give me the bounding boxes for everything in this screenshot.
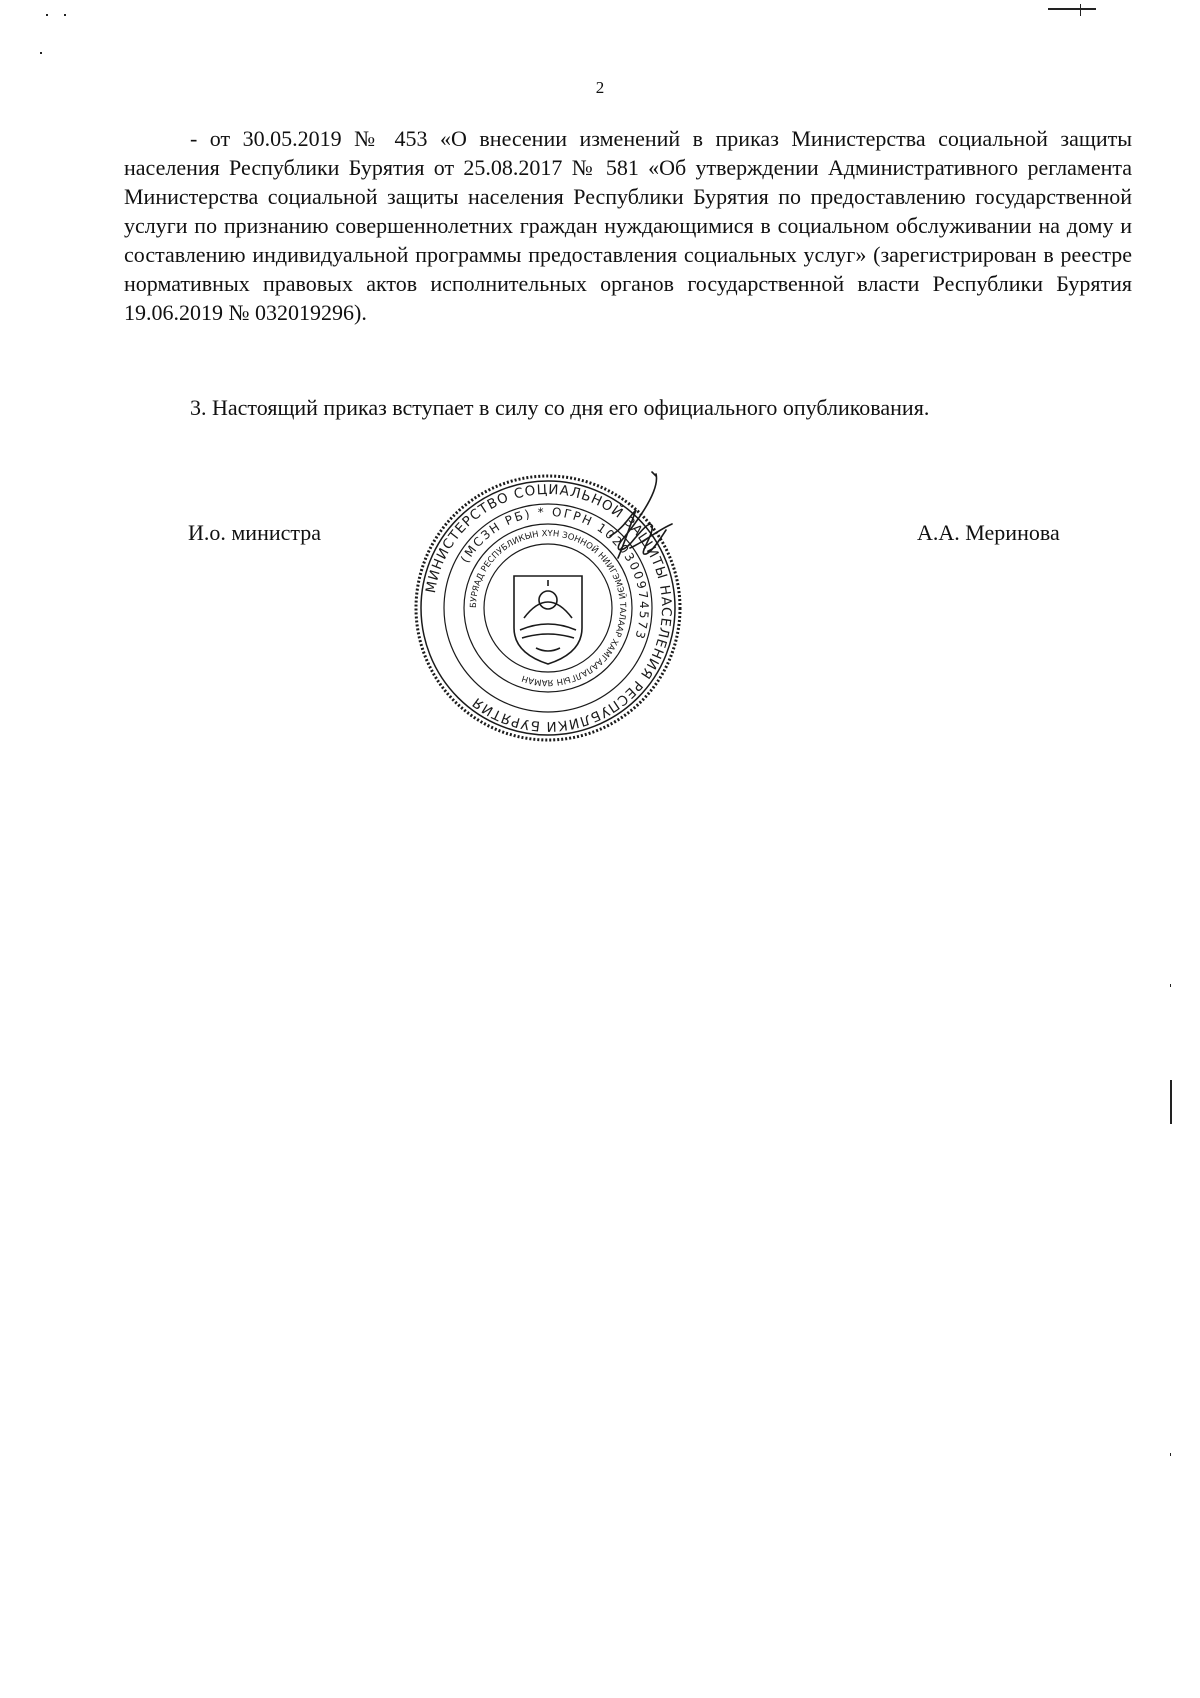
signer-name: А.А. Меринова [917, 520, 1060, 545]
paragraph-effective-date-text: 3. Настоящий приказ вступает в силу со дня его официального опубликования. [190, 395, 930, 420]
scan-mark [64, 14, 66, 16]
seal-ring [484, 544, 612, 672]
paragraph-effective-date [124, 393, 1132, 422]
scan-mark [46, 14, 48, 16]
paragraph-amendment-text: - от 30.05.2019 № 453 «О внесении изменений в приказ Министерства социальной защиты населения Республики Бурятия от 25.08.2017 № 581 «Об утверждении Административного регламента Министерства социальной защиты населения Республики Бурятия по предоставлению государственной услуги по признанию совершеннолетних граждан нуждающимися в социальном обслуживании на дому и составлению индивидуальной программы предоставления социальных услуг» (зарегистрирован в реестре нормативных правовых актов исполнительных органов государственной власти Республики Бурятия 19.06.2019 № 032019296). [124, 126, 1132, 325]
scan-mark [1170, 984, 1171, 987]
seal-middle-text: (МСЗН РБ) * ОГРН 1020300974573 [457, 504, 652, 643]
paragraph-amendment [124, 124, 1132, 327]
signer-title: И.о. министра [188, 520, 322, 545]
scan-mark [40, 52, 42, 54]
scan-mark [1170, 1453, 1171, 1456]
handwritten-signature [600, 470, 720, 580]
seal-outer-text: МИНИСТЕРСТВО СОЦИАЛЬНОЙ ЗАЩИТЫ НАСЕЛЕНИЯ РЕСПУБЛИКИ БУРЯТИЯ [422, 481, 675, 735]
seal-inner-text: БУРЯАД РЕСПУБЛИКЫН ХҮН ЗОННОЙ НИИГЭМЭЙ ТАЛААР ХАМГААЛАЛГЫН ЯАМАН [468, 528, 628, 688]
coat-of-arms-emblem [514, 576, 582, 664]
scan-mark [1080, 4, 1081, 16]
scan-mark [1048, 8, 1096, 10]
scan-mark [1170, 1080, 1172, 1124]
page-number: 2 [595, 78, 605, 97]
